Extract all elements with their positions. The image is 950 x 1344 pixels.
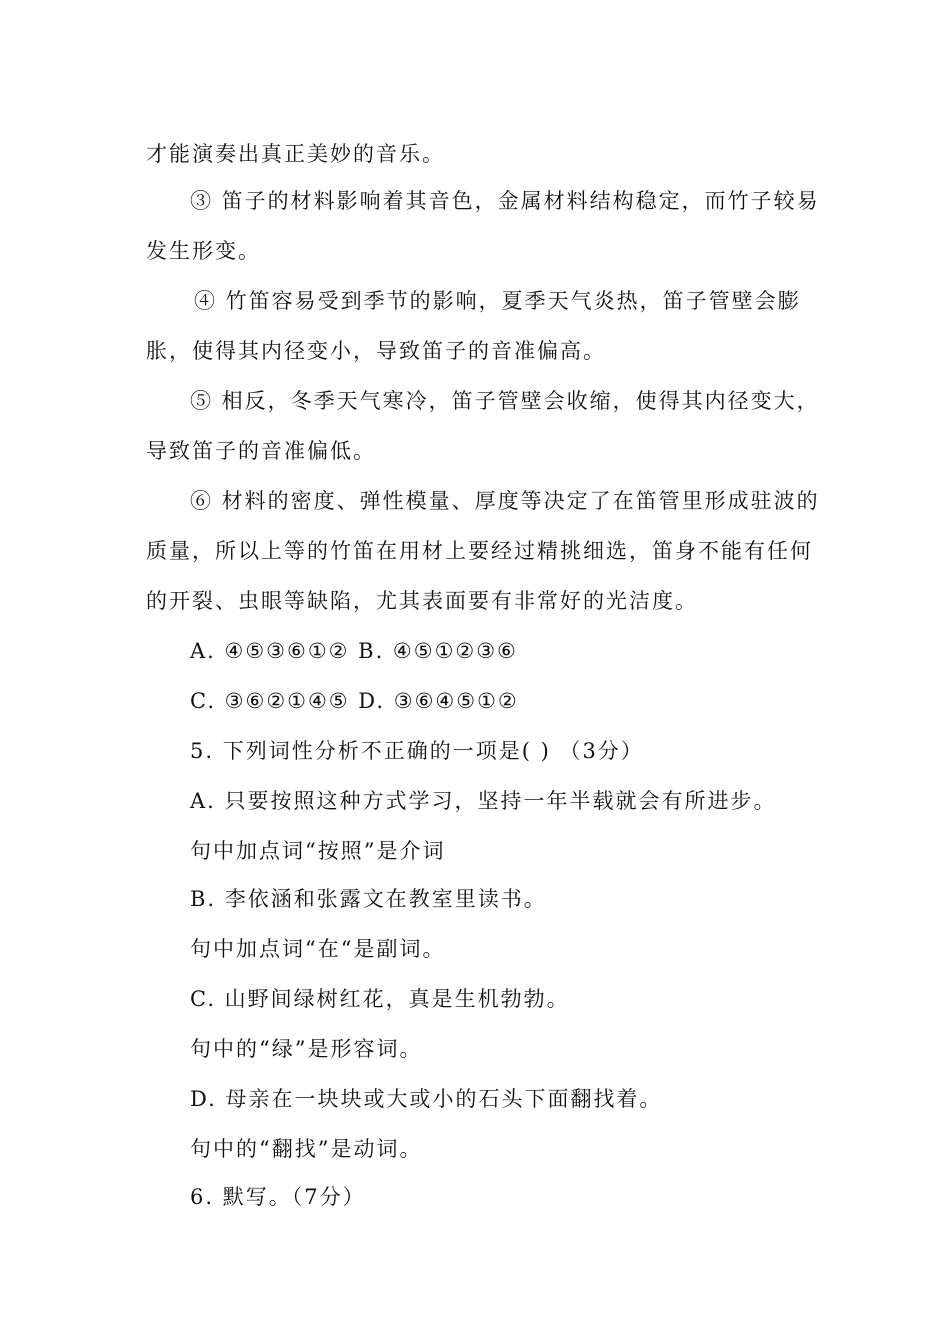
option-line: D. 母亲在一块块或大或小的石头下面翻找着。 — [190, 1087, 663, 1111]
text-line: 质量，所以上等的竹笛在用材上要经过精挑细选，笛身不能有任何 — [146, 539, 813, 563]
text-line: 句中加点词“按照”是介词 — [190, 839, 446, 863]
text-line: 胀，使得其内径变小，导致笛子的音准偏高。 — [146, 339, 606, 363]
question-title: 6. 默写。（7分） — [190, 1185, 366, 1209]
text-line: ④ 竹笛容易受到季节的影响，夏季天气炎热，笛子管壁会膨 — [194, 289, 801, 313]
option-line: B. 李依涵和张露文在教室里读书。 — [190, 887, 547, 911]
text-line: 才能演奏出真正美妙的音乐。 — [146, 142, 445, 166]
text-line: 发生形变。 — [146, 239, 261, 263]
text-line: ⑤ 相反，冬季天气寒冷，笛子管壁会收缩，使得其内径变大， — [190, 389, 820, 413]
option-line: A. ④⑤③⑥①② B. ④⑤①②③⑥ — [190, 639, 518, 663]
option-line: C. ③⑥②①④⑤ D. ③⑥④⑤①② — [190, 689, 519, 713]
text-line: 导致笛子的音准偏低。 — [146, 439, 376, 463]
text-line: 的开裂、虫眼等缺陷，尤其表面要有非常好的光洁度。 — [146, 589, 698, 613]
text-line: 句中的“绿”是形容词。 — [190, 1037, 423, 1061]
option-line: C. 山野间绿树红花，真是生机勃勃。 — [190, 987, 570, 1011]
text-line: 句中加点词“在“是副词。 — [190, 937, 446, 961]
text-line: ③ 笛子的材料影响着其音色，金属材料结构稳定，而竹子较易 — [190, 189, 820, 213]
text-line: 句中的“翻找”是动词。 — [190, 1137, 423, 1161]
option-line: A. 只要按照这种方式学习，坚持一年半载就会有所进步。 — [190, 789, 777, 813]
text-line: ⑥ 材料的密度、弹性模量、厚度等决定了在笛管里形成驻波的 — [190, 489, 820, 513]
question-title: 5. 下列词性分析不正确的一项是( ) （3分） — [190, 739, 644, 763]
